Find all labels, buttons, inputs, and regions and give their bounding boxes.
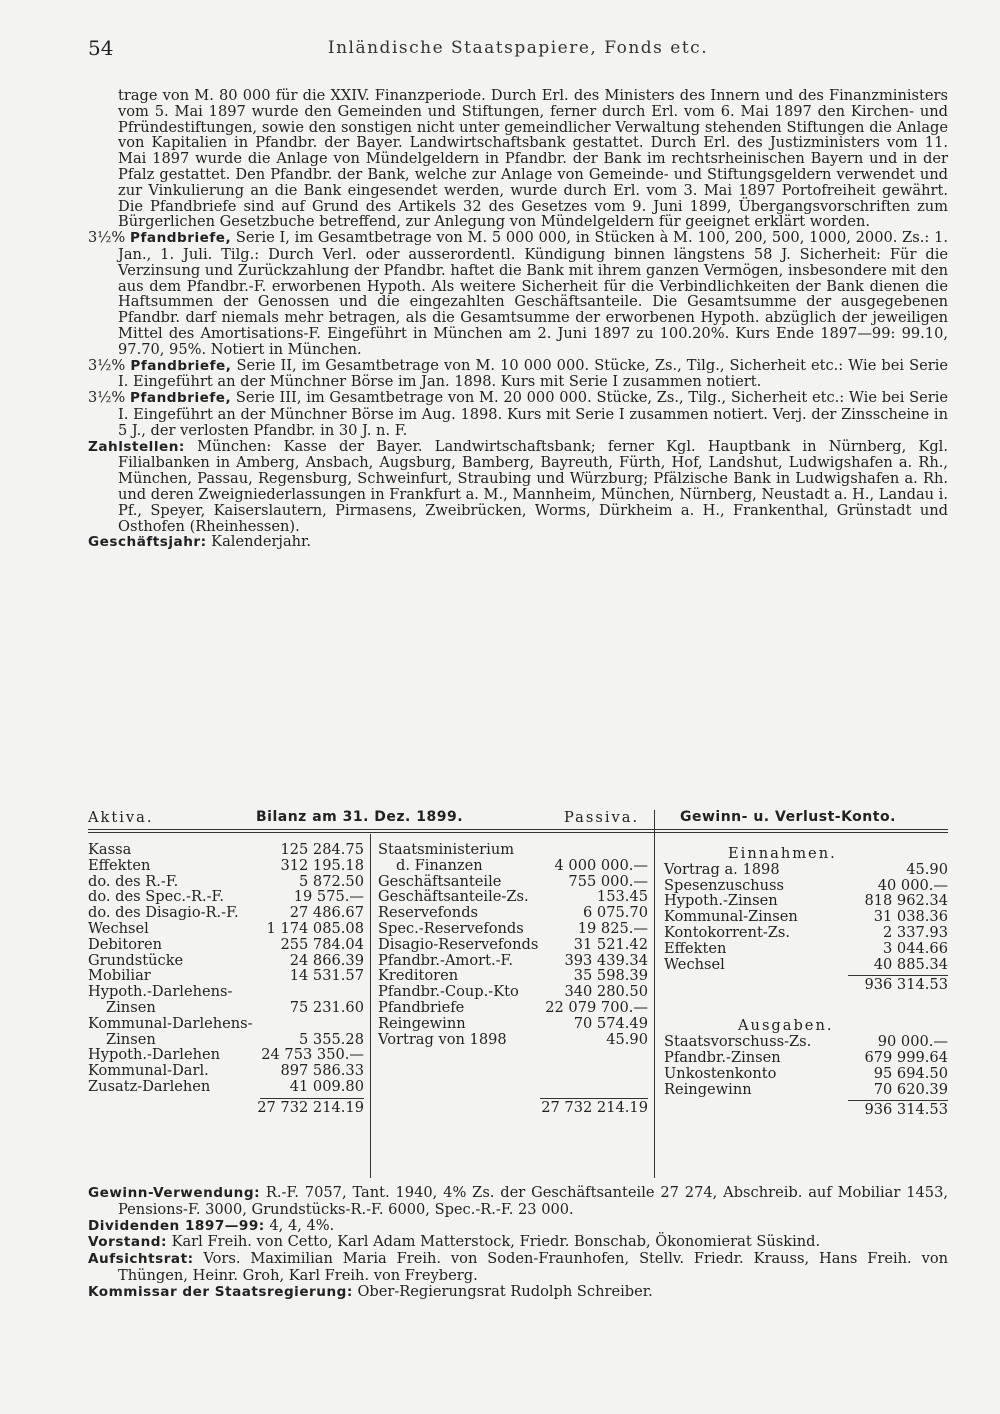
kommissar-label: Kommissar der Staatsregierung: <box>88 1283 353 1300</box>
kommissar <box>88 1284 948 1301</box>
ledger-item-value: 22 079 700.— <box>545 999 648 1016</box>
ledger-item-name: Effekten <box>88 856 151 874</box>
ledger-item-value: 19 575.— <box>293 888 364 906</box>
ledger-item-value: 70 620.39 <box>873 1080 948 1098</box>
ledger-item-name: Geschäftsanteile <box>378 872 502 890</box>
main-text <box>88 88 948 551</box>
ledger-item-name: Effekten <box>664 939 727 957</box>
passiva-label: Passiva. <box>564 809 640 826</box>
kommissar-text: Ober-Regierungsrat Rudolph Schreiber. <box>357 1282 653 1300</box>
ledger-item-name: Mobiliar <box>88 967 151 985</box>
ledger-item-value: 679 999.64 <box>864 1049 948 1067</box>
ledger-item-name: Geschäftsanteile-Zs. <box>378 888 529 906</box>
ledger-item-name: Disagio-Reservefonds <box>378 935 539 953</box>
ledger-item-value: 125 284.75 <box>280 841 364 858</box>
ledger-item-name: Reingewinn <box>378 1014 466 1032</box>
series-rate: 3½% <box>88 389 126 407</box>
ledger-item-name: Staatsministerium <box>378 841 515 858</box>
ledger-item-value: 45.90 <box>906 860 948 878</box>
ledger-item-name: Kontokorrent-Zs. <box>664 924 791 941</box>
series-label: Pfandbriefe, <box>130 357 232 374</box>
ledger-item-value: 755 000.— <box>568 872 648 890</box>
ledger-item-name: Kommunal-Darl. <box>88 1062 209 1080</box>
ledger-item-value: 41 009.80 <box>289 1078 364 1095</box>
vorstand-label: Vorstand: <box>88 1234 167 1251</box>
ledger-item-value: 70 574.49 <box>573 1014 648 1032</box>
aufsichtsrat <box>88 1251 948 1284</box>
ledger-item-name: Hypoth.-Darlehens- <box>88 983 233 1001</box>
ledger-item-value: 35 598.39 <box>573 967 648 985</box>
ledger-item-name: do. des R.-F. <box>88 872 179 890</box>
ledger-item-name: Kreditoren <box>378 967 459 985</box>
ledger-item-name: Pfandbriefe <box>378 999 465 1016</box>
ledger-item-value: 818 962.34 <box>864 892 948 910</box>
ledger-item-name: Staatsvorschuss-Zs. <box>664 1033 812 1051</box>
running-title: Inländische Staatspapiere, Fonds etc. <box>327 38 709 58</box>
geschaeftsjahr-label: Geschäftsjahr: <box>88 534 207 551</box>
ledger-item-value: 897 586.33 <box>280 1062 364 1080</box>
ledger-item-name: d. Finanzen <box>396 856 483 874</box>
ledger-item-name: Zusatz-Darlehen <box>88 1078 211 1095</box>
ledger-item-value: 5 355.28 <box>299 1030 364 1048</box>
ledger-item-value: 31 521.42 <box>573 935 648 953</box>
series-rate: 3½% <box>88 229 126 247</box>
div-label: Dividenden 1897—99: <box>88 1217 265 1234</box>
aufsicht-label: Aufsichtsrat: <box>88 1251 194 1268</box>
ledger-item-name: Vortrag von 1898 <box>378 1030 507 1048</box>
ledger-item-name: Grundstücke <box>88 951 184 969</box>
ledger-item-name: Zinsen <box>106 1030 156 1048</box>
dividenden <box>88 1218 948 1235</box>
intro-paragraph: trage von M. 80 000 für die XXIV. Finanzperiode. Durch Erl. des Ministers des Innern und des Finanzministers vom 5. Mai 1897 wurde den Gemeinden und Stiftungen, ferner durch Erl. vom 6. Mai 1897 den Kirchen- und Pfründestiftungen, sowie den sonstigen nicht unter gemeindlicher Verwaltung stehenden Stiftungen die Anlage von Kapitalien in Pfandbr. der Bayer. Landwirtschaftsbank gestattet. Durch Erl. des Justizministers vom 11. Mai 1897 wurde die Anlage von Mündelgeldern in Pfandbr. der Bank im rechtsrheinischen Bayern und in der Pfalz gestattet. Den Pfandbr. der Bank, welche zur Anlage von Gemeinde- und Stiftungsgeldern verwendet und zur Vinkulierung an die Bank eingesendet werden, wurde durch Erl. vom 3. Mai 1897 Portofreiheit gewährt. Die Pfandbriefe sind auf Grund des Artikels 32 des Gesetzes vom 9. Juni 1899, Übergangsvorschriften zum Bürgerlichen Gesetzbuche betreffend, zur Anlegung von Mündelgeldern für geeignet erklärt worden. <box>118 87 948 231</box>
page-number: 54 <box>88 36 114 60</box>
ledger-item-name: Hypoth.-Zinsen <box>664 892 778 910</box>
ledger-item-name: Kommunal-Zinsen <box>664 908 798 926</box>
ledger-item-name: Kassa <box>88 841 132 858</box>
ledger-item-value: 19 825.— <box>577 920 648 937</box>
ledger-item-name: Vortrag a. 1898 <box>664 860 780 878</box>
ledger-item-name: Reservefonds <box>378 904 479 922</box>
ledger-item-value: 393 439.34 <box>564 951 648 969</box>
div-text: 4, 4, 4%. <box>269 1216 335 1234</box>
header-rule-double <box>88 832 948 833</box>
geschaeftsjahr-text: Kalenderjahr. <box>211 533 312 551</box>
ledger-item-value: 24 866.39 <box>289 951 364 969</box>
ledger-item-value: 312 195.18 <box>280 856 364 874</box>
ledger-item-value: 90 000.— <box>877 1033 948 1051</box>
series-label: Pfandbriefe, <box>130 390 232 407</box>
aufsicht-text: Vors. Maximilian Maria Freih. von Soden-Fraunhofen, Stellv. Friedr. Krauss, Hans Freih. von Thüngen, Heinr. Groh, Karl Freih. von Freyberg. <box>118 1250 948 1284</box>
gewinn-verwendung <box>88 1185 948 1218</box>
ledger-item-name: Hypoth.-Darlehen <box>88 1046 221 1064</box>
ledger-item-value: 75 231.60 <box>289 999 364 1016</box>
ledger-item-name: Pfandbr.-Amort.-F. <box>378 951 514 969</box>
ledger-item-name: Zinsen <box>106 999 156 1016</box>
ledger-item-name: Debitoren <box>88 935 163 953</box>
ledger-item-value: 153.45 <box>596 888 648 906</box>
einnahmen-label: Einnahmen. <box>728 845 837 862</box>
zahlstellen-entry <box>88 439 948 535</box>
passiva-total: 27 732 214.19 <box>541 1098 648 1116</box>
ausgaben-label: Ausgaben. <box>738 1017 834 1035</box>
ledger-item-value: 40 000.— <box>877 876 948 894</box>
ledger-item-value: 5 872.50 <box>299 872 364 890</box>
ledger-item-name: Spesenzuschuss <box>664 876 785 894</box>
header-rule <box>88 829 948 830</box>
gewinn-text: R.-F. 7057, Tant. 1940, 4% Zs. der Geschäftsanteile 27 274, Abschreib. auf Mobiliar 1453, Pensions-F. 3000, Grundstücks-R.-F. 6000, Spec.-R.-F. 23 000. <box>118 1184 948 1218</box>
ledger-item-value: 6 075.70 <box>583 904 648 922</box>
gewinn-label: Gewinn-Verwendung: <box>88 1185 261 1201</box>
ledger-item-value: 2 337.93 <box>883 924 948 941</box>
zahlstellen-label: Zahlstellen: <box>88 438 185 455</box>
aktiva-total: 27 732 214.19 <box>257 1098 364 1116</box>
ledger-item-name: Kommunal-Darlehens- <box>88 1014 253 1032</box>
ledger-item-name: Unkostenkonto <box>664 1064 777 1082</box>
ledger-item-name: Spec.-Reservefonds <box>378 920 524 937</box>
ledger-item-name: Wechsel <box>664 955 725 973</box>
ledger-item-value: 4 000 000.— <box>554 856 648 874</box>
ledger-item-value: 45.90 <box>606 1030 648 1048</box>
geschaeftsjahr-entry <box>88 534 948 551</box>
ledger-item-value: 95 694.50 <box>873 1064 948 1082</box>
einnahmen-total: 936 314.53 <box>864 976 948 994</box>
aktiva-divider <box>370 834 371 1178</box>
footer-section <box>88 1185 948 1301</box>
page-header <box>88 36 948 66</box>
ledger-item-value: 14 531.57 <box>289 967 364 985</box>
ledger-item-name: Pfandbr.-Coup.-Kto <box>378 983 519 1001</box>
aktiva-label: Aktiva. <box>88 809 154 826</box>
ledger-item-value: 3 044.66 <box>883 939 948 957</box>
series-rate: 3½% <box>88 356 126 374</box>
series-label: Pfandbriefe, <box>130 230 232 247</box>
zahlstellen-text: München: Kasse der Bayer. Landwirtschaftsbank; ferner Kgl. Hauptbank in Nürnberg, Kgl. Filialbanken in Amberg, Ansbach, Augsburg, Bamberg, Bayreuth, Fürth, Hof, Landshut, Ludwigshafen a. Rh., München, Passau, Regensburg, Schweinfurt, Straubing und Würzburg; Pfälzische Bank in Ludwigshafen a. Rh. und deren Zweigniederlassungen in Frankfurt a. M., Mannheim, München, Nürnberg, Neustadt a. H., Landau i. Pf., Speyer, Kaiserslautern, Pirmasens, Zweibrücken, Worms, Dürkheim a. H., Frankenthal, Grünstadt und Osthofen (Rheinhessen). <box>118 437 948 535</box>
balance-title: Bilanz am 31. Dez. 1899. <box>256 809 464 825</box>
ledger-item-value: 340 280.50 <box>564 983 648 1001</box>
ledger-item-name: Pfandbr.-Zinsen <box>664 1049 781 1067</box>
series-entry <box>88 390 948 438</box>
series-text: Serie I, im Gesamtbetrage von M. 5 000 000, in Stücken à M. 100, 200, 500, 1000, 2000. Zs.: 1. Jan., 1. Juli. Tilg.: Durch Verl. oder ausserordentl. Kündigung binnen längstens 58 J. Sicherheit: Für die Verzinsung und Zurückzahlung der Pfandbr. haftet die Bank mit ihrem ganzen Vermögen, insbesondere mit den aus dem Pfandbr.-F. erworbenen Hypoth. Als weitere Sicherheit für die Verbindlichkeiten der Bank dienen die Haftsummen der Genossen und die eingezahlten Geschäftsanteile. Die Gesamtsumme der ausgegebenen Pfandbr. darf niemals mehr betragen, als die Gesamtsumme der erworbenen Hypoth. abzüglich der jeweiligen Mittel des Amortisations-F. Eingeführt in München am 2. Juni 1897 zu 100.20%. Kurs Ende 1897—99: 99.10, 97.70, 95%. Notiert in München. <box>118 229 949 358</box>
ledger-item-value: 40 885.34 <box>873 955 948 973</box>
vorstand <box>88 1234 948 1251</box>
series-entry <box>88 358 948 391</box>
ledger-item-name: Reingewinn <box>664 1080 752 1098</box>
table-divider <box>654 810 655 1178</box>
gv-title: Gewinn- u. Verlust-Konto. <box>680 809 896 825</box>
ledger-item-value: 31 038.36 <box>873 908 948 926</box>
series-entry <box>88 230 948 357</box>
ledger-item-name: do. des Disagio-R.-F. <box>88 904 239 922</box>
ledger-item-name: Wechsel <box>88 920 149 937</box>
ledger-item-name: do. des Spec.-R.-F. <box>88 888 225 906</box>
series-text: Serie III, im Gesamtbetrage von M. 20 000 000. Stücke, Zs., Tilg., Sicherheit etc.: Wie bei Serie I. Eingeführt an der Münchner Börse im Aug. 1898. Kurs mit Serie I zusammen notiert. Verj. der Zinsscheine in 5 J., der verlosten Pfandbr. in 30 J. n. F. <box>118 389 949 439</box>
vorstand-text: Karl Freih. von Cetto, Karl Adam Matterstock, Friedr. Bonschab, Ökonomierat Süskind. <box>171 1233 821 1251</box>
series-text: Serie II, im Gesamtbetrage von M. 10 000 000. Stücke, Zs., Tilg., Sicherheit etc.: Wie bei Serie I. Eingeführt an der Münchner Börse im Jan. 1898. Kurs mit Serie I zusammen notiert. <box>118 356 948 391</box>
ledger-item-value: 27 486.67 <box>289 904 364 922</box>
ausgaben-total: 936 314.53 <box>864 1101 948 1119</box>
balance-sheet <box>88 810 948 1178</box>
ledger-item-value: 1 174 085.08 <box>266 920 364 937</box>
ledger-item-value: 24 753 350.— <box>261 1046 364 1064</box>
ledger-item-value: 255 784.04 <box>280 935 364 953</box>
